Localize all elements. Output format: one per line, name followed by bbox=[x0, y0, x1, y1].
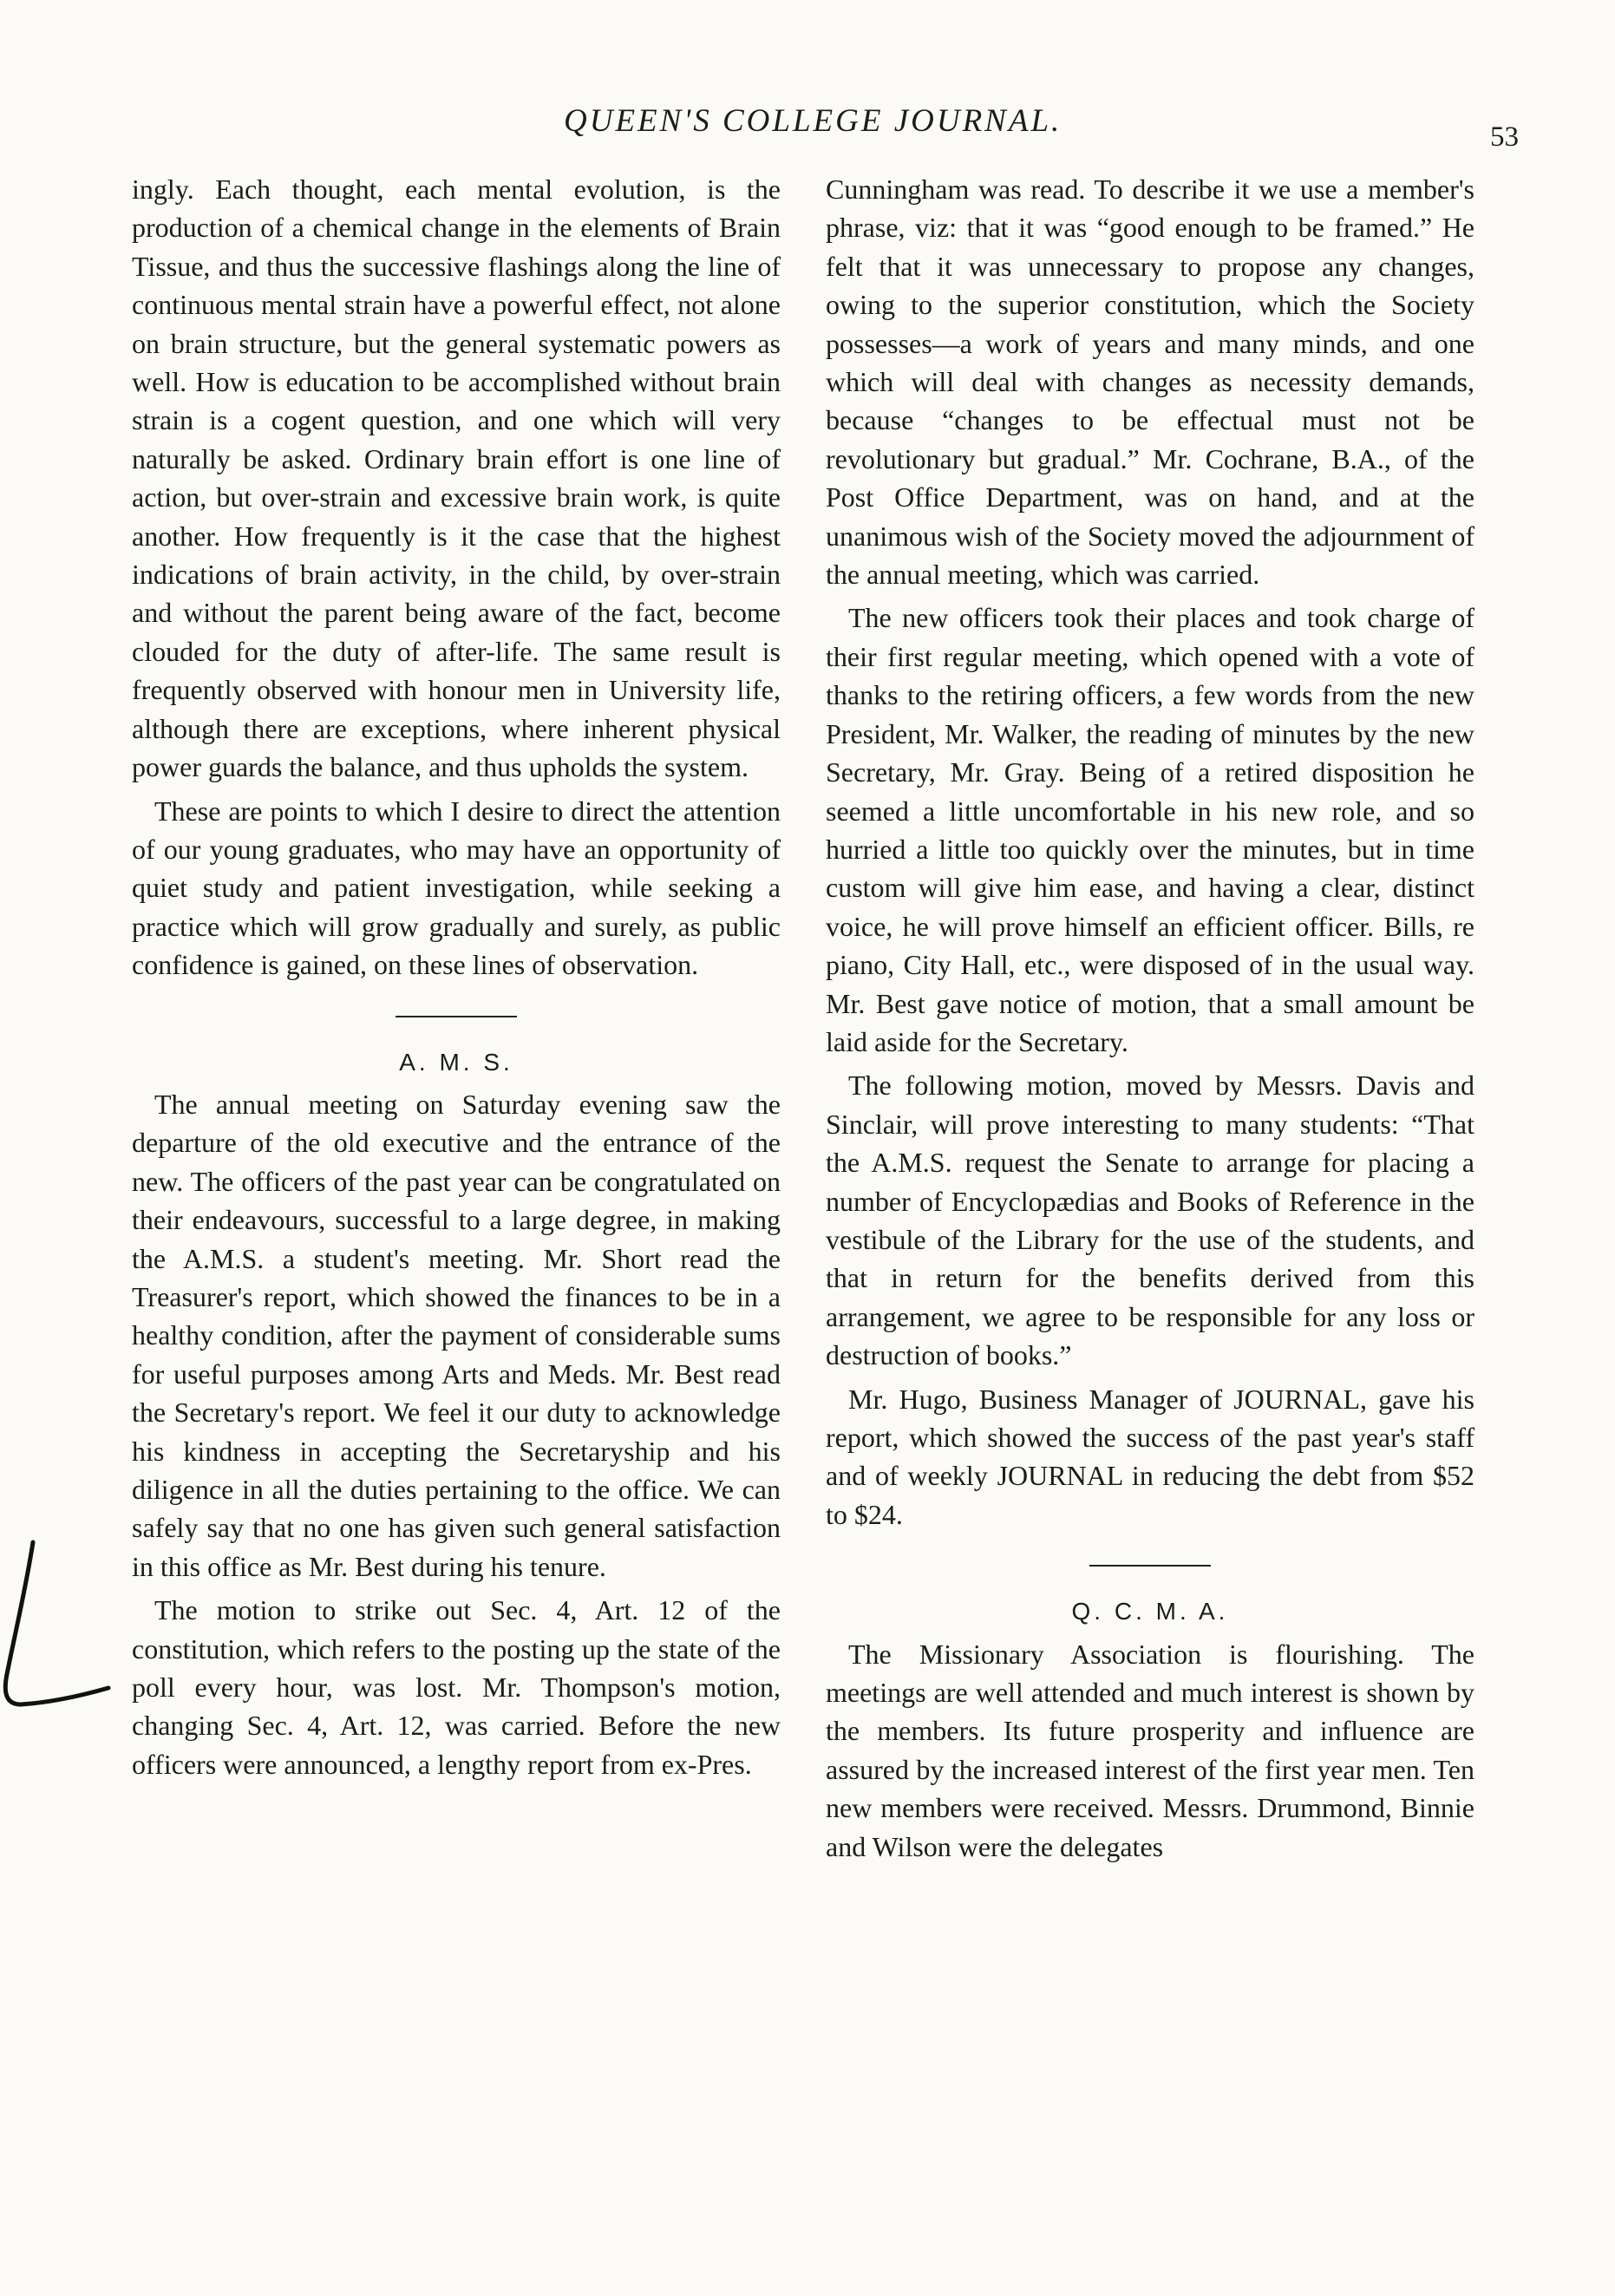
ams-paragraph: The annual meeting on Saturday evening saw the departure of the old executive and the entrance of the new. The officers of the past year can be congratulated on their endeavours, successful to a large degree, in making the A.M.S. a student's meeting. Mr. Short read the Treasurer's report, which showed the finances to be in a healthy condition, after the payment of considerable sums for useful purposes among Arts and Meds. Mr. Best read the Secretary's report. We feel it our duty to acknowledge his kindness in accepting the Secretaryship and his diligence in all the duties pertaining to the office. We can safely say that no one has given such general satisfaction in this office as Mr. Best during his tenure. bbox=[132, 1088, 781, 1582]
left-column bbox=[132, 170, 781, 1789]
page-header bbox=[0, 102, 1615, 154]
ams-paragraph: Mr. Hugo, Business Manager of JOURNAL, gave his report, which showed the success of the past year's staff and of weekly JOURNAL in reducing the debt from $52 to $24. bbox=[826, 1383, 1474, 1530]
ams-paragraph: The motion to strike out Sec. 4, Art. 12 of the constitution, which refers to the posting up the state of the poll every hour, was lost. Mr. Thompson's motion, changing Sec. 4, Art. 12, was carried. Before the new officers were announced, a lengthy report from ex-Pres. bbox=[132, 1594, 781, 1780]
journal-title: QUEEN'S COLLEGE JOURNAL. bbox=[564, 103, 1062, 139]
qcma-paragraph: The Missionary Association is flourishing. The meetings are well attended and much interest is shown by the members. Its future prosperity and influence are assured by the increased interest of the first year men. Ten new members were received. Messrs. Drummond, Binnie and Wilson were the delegates bbox=[826, 1638, 1474, 1862]
ams-section-heading: A. M. S. bbox=[399, 1048, 513, 1076]
article-paragraph: These are points to which I desire to direct the attention of our young graduates, who may have an opportunity of quiet study and patient investigation, while seeking a practice which will grow gradually and surely, as public confidence is gained, on these lines of observation. bbox=[132, 795, 781, 981]
page-number: 53 bbox=[1490, 121, 1519, 153]
ams-paragraph: The new officers took their places and took charge of their first regular meeting, which opened with a vote of thanks to the retiring officers, a few words from the new President, Mr. Walker, the reading of minutes by the new Secretary, Mr. Gray. Being of a retired disposition he seemed a little uncomfortable in his new role, and so hurried a little too quickly over the minutes, but in time custom will give him ease, and having a clear, distinct voice, he will prove himself an efficient officer. Bills, re piano, City Hall, etc., were disposed of in the usual way. Mr. Best gave notice of motion, that a small amount be laid aside for the Secretary. bbox=[826, 602, 1474, 1057]
section-divider bbox=[1089, 1565, 1211, 1567]
section-divider bbox=[396, 1016, 517, 1017]
ams-paragraph: The following motion, moved by Messrs. Davis and Sinclair, will prove interesting to many students: “That the A.M.S. request the Senate to arrange for placing a number of Encyclopædias and Books of Reference in the vestibule of the Library for the use of the students, and that in return for the benefits derived from this arrangement, we agree to be responsible for any loss or destruction of books.” bbox=[826, 1070, 1474, 1371]
article-paragraph: ingly. Each thought, each mental evolution, is the production of a chemical change in the elements of Brain Tissue, and thus the successive flashings along the line of continuous mental strain have a powerful effect, not alone on brain structure, but the general systematic powers as well. How is education to be accomplished without brain strain is a cogent question, and one which will very naturally be asked. Ordinary brain effort is one line of action, but over-strain and excessive brain work, is quite another. How frequently is it the case that the highest indications of brain activity, in the child, by over-strain and without the parent being aware of the fact, become clouded for the duty of after-life. The same result is frequently observed with honour men in University life, although there are exceptions, where inherent physical power guards the balance, and thus upholds the system. bbox=[132, 173, 781, 783]
right-column bbox=[826, 170, 1474, 1871]
qcma-section-heading: Q. C. M. A. bbox=[1071, 1598, 1229, 1626]
handwritten-margin-mark bbox=[0, 1527, 121, 1735]
ams-paragraph: Cunningham was read. To describe it we use a member's phrase, viz: that it was “good enough to be framed.” He felt that it was unnecessary to propose any changes, owing to the superior constitution, which the Society possesses—a work of years and many minds, and one which will deal with changes as necessity demands, because “changes to be effectual must not be revolutionary but gradual.” Mr. Cochrane, B.A., of the Post Office Department, was on hand, and at the unanimous wish of the Society moved the adjournment of the annual meeting, which was carried. bbox=[826, 173, 1474, 591]
